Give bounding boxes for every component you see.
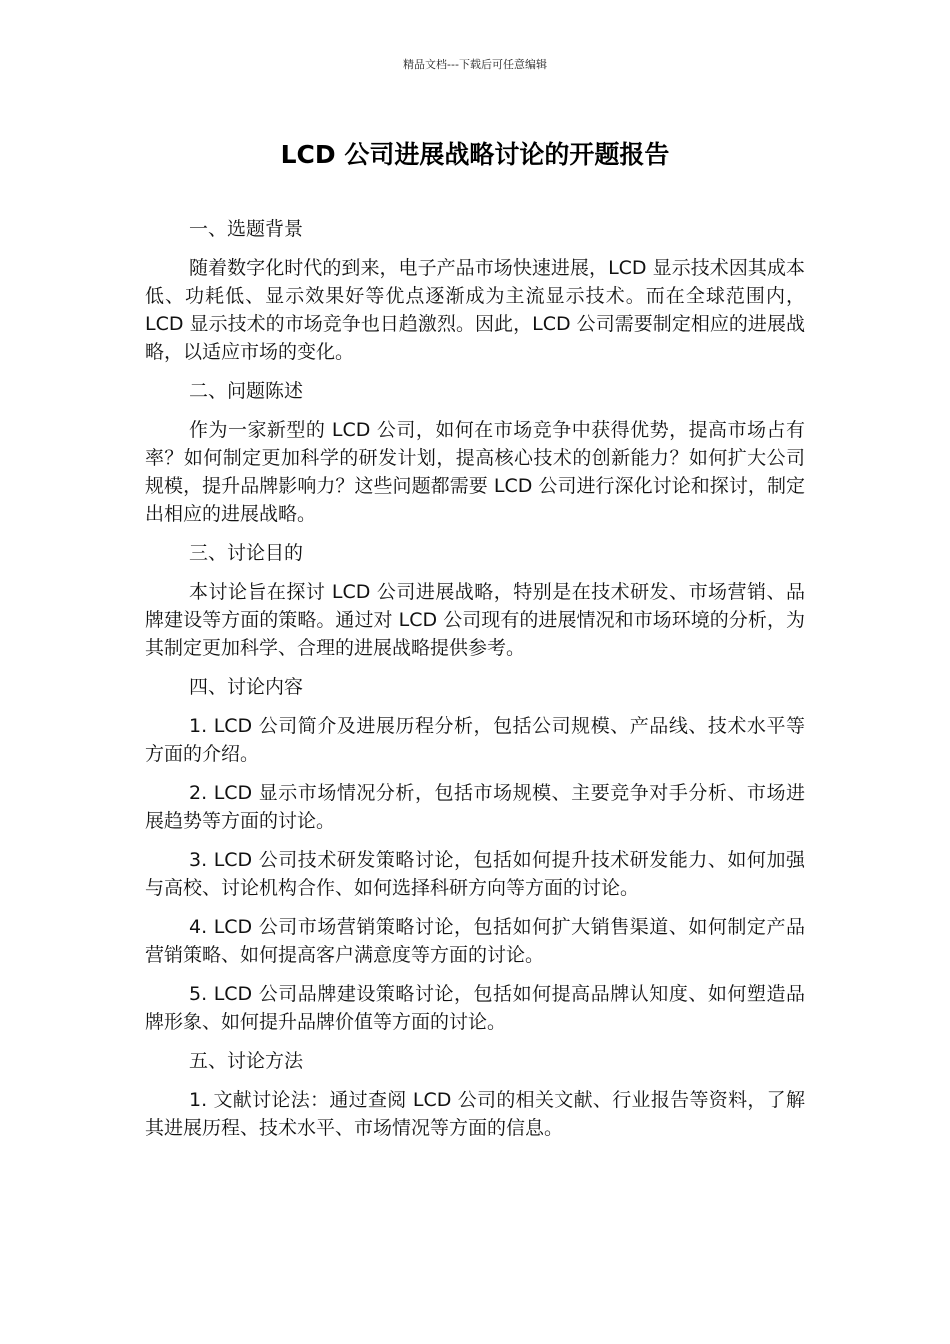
list-paragraph: 5. LCD 公司品牌建设策略讨论，包括如何提高品牌认知度、如何塑造品牌形象、如何提升品牌价值等方面的讨论。 bbox=[145, 983, 805, 1033]
list-paragraph: 3. LCD 公司技术研发策略讨论，包括如何提升技术研发能力、如何加强与高校、讨论机构合作、如何选择科研方向等方面的讨论。 bbox=[145, 849, 805, 899]
list-paragraph: 1. LCD 公司简介及进展历程分析，包括公司规模、产品线、技术水平等方面的介绍。 bbox=[145, 715, 805, 765]
page-header-note: 精品文档---下载后可任意编辑 bbox=[403, 58, 547, 71]
section-heading: 一、选题背景 bbox=[189, 218, 304, 240]
body-paragraph: 本讨论旨在探讨 LCD 公司进展战略，特别是在技术研发、市场营销、品牌建设等方面的策略。通过对 LCD 公司现有的进展情况和市场环境的分析，为其制定更加科学、合理的进展战略提供参考。 bbox=[145, 581, 805, 659]
section-heading: 二、问题陈述 bbox=[189, 380, 304, 402]
section-heading: 三、讨论目的 bbox=[189, 542, 304, 564]
list-paragraph: 1. 文献讨论法：通过查阅 LCD 公司的相关文献、行业报告等资料，了解其进展历程、技术水平、市场情况等方面的信息。 bbox=[145, 1089, 805, 1139]
list-paragraph: 2. LCD 显示市场情况分析，包括市场规模、主要竞争对手分析、市场进展趋势等方面的讨论。 bbox=[145, 782, 805, 832]
body-paragraph: 随着数字化时代的到来，电子产品市场快速进展，LCD 显示技术因其成本低、功耗低、显示效果好等优点逐渐成为主流显示技术。而在全球范围内，LCD 显示技术的市场竞争也日趋激烈。因此，LCD 公司需要制定相应的进展战略，以适应市场的变化。 bbox=[145, 257, 805, 363]
document-title: LCD 公司进展战略讨论的开题报告 bbox=[280, 140, 670, 169]
body-paragraph: 作为一家新型的 LCD 公司，如何在市场竞争中获得优势，提高市场占有率？如何制定更加科学的研发计划，提高核心技术的创新能力？如何扩大公司规模，提升品牌影响力？这些问题都需要 LCD 公司进行深化讨论和探讨，制定出相应的进展战略。 bbox=[145, 419, 805, 525]
document-body bbox=[145, 215, 805, 1153]
section-heading: 五、讨论方法 bbox=[189, 1050, 304, 1072]
list-paragraph: 4. LCD 公司市场营销策略讨论，包括如何扩大销售渠道、如何制定产品营销策略、如何提高客户满意度等方面的讨论。 bbox=[145, 916, 805, 966]
section-heading: 四、讨论内容 bbox=[189, 676, 304, 698]
